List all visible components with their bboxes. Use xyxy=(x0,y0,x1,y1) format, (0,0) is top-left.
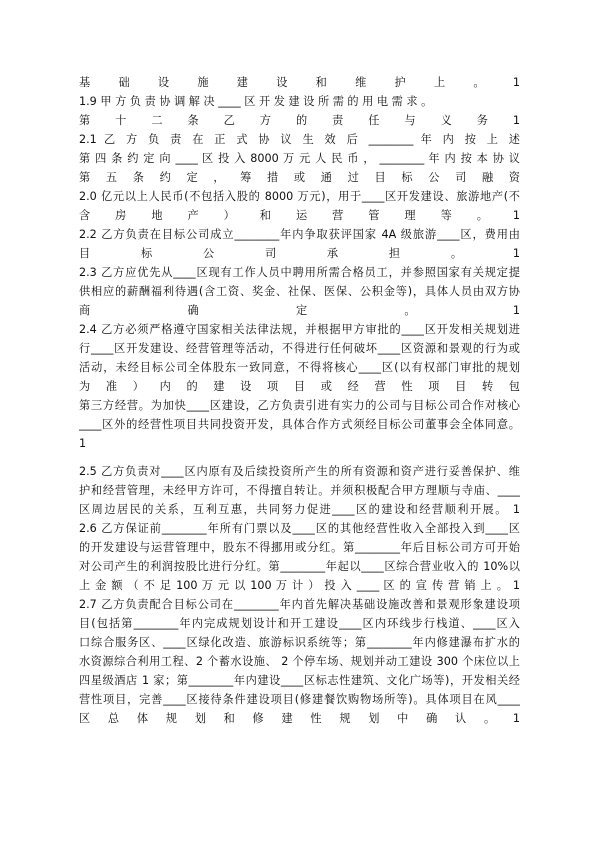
text-line: 2.0 亿元以上人民币(不包括入股的 8000 万元)，用于____区开发建设、旅游地产(不 xyxy=(79,190,520,203)
clause-1-9: 1.9 甲 方 负 责 协 调 解 决 ____ 区 开 发 建 设 所 需 的 用 电 需 求 。 xyxy=(79,95,433,108)
text-line: 商 确 定 。 1 xyxy=(79,304,520,317)
page-ref: 1 xyxy=(79,437,87,450)
text-line: 第三方经营。为加快____区建设，乙方负责引进有实力的公司与目标公司合作对核心 xyxy=(79,399,520,412)
text-line: 供相应的薪酬福利待遇(含工资、奖金、社保、医保、公积金等)，具体人员由双方协 xyxy=(79,285,520,298)
text-line: 口综合服务区、____区绿化改造、旅游标识系统等；第________年内修建瀑布扩水的 xyxy=(79,636,520,649)
clause-2-5: 2.5 乙方负责对____区内原有及后续投资所产生的所有资源和资产进行妥善保护、维 xyxy=(79,465,520,478)
clause-2-1: 2.1 乙 方 负 责 在 正 式 协 议 生 效 后 ________ 年 内 按 上 述 xyxy=(79,133,520,146)
clause-2-6: 2.6 乙方保证前________年所有门票以及____区的其他经营性收入全部投入到____区 xyxy=(79,522,520,535)
text-line: 为 准 ） 内 的 建 设 项 目 或 经 营 性 项 目 转 包 xyxy=(79,380,520,393)
text-line: 水资源综合利用工程、2 个蓄水设施、 2 个停车场、规划并动工建设 300 个床位以上 xyxy=(79,655,520,668)
text-line: 对公司产生的利润按股比进行分红。第________年起以____区综合营业收入的 10%以 xyxy=(79,560,520,573)
text-line: 上 金 额 （ 不 足 100 万 元 以 100 万 计 ） 投 入 ____ 区 的 宣 传 营 销 上 。 1 xyxy=(79,579,520,592)
text-line: 第 四 条 约 定 向 ____ 区 投 入 8000 万 元 人 民 币 ， ________ 年 内 按 本 协 议 xyxy=(79,152,520,165)
text-line: 区周边居民的关系，互利互惠，共同努力促进____区的建设和经营顺利开展。 1 xyxy=(79,503,520,516)
text-line: 行____区开发建设、经营管理等活动，不得进行任何破坏____区资源和景观的行为或 xyxy=(79,342,520,355)
clause-2-2: 2.2 乙方负责在目标公司成立________年内争取获评国家 4A 级旅游____区，费用由 xyxy=(79,228,520,241)
text-line: 活动，未经目标公司全体股东一致同意，不得将核心____区(以有权部门审批的规划 xyxy=(79,361,520,374)
text-line: 目(包括第________年内完成规划设计和开工建设____区内环线步行栈道、____区入 xyxy=(79,617,520,630)
text-line: 基 础 设 施 建 设 和 维 护 上 。 1 xyxy=(79,76,520,89)
article-12-heading: 第 十 二 条 乙 方 的 责 任 与 义 务 1 xyxy=(79,114,520,127)
text-line: 目 标 公 司 承 担 。 1 xyxy=(79,247,520,260)
text-line: 的开发建设与运营管理中，股东不得挪用或分红。第________年后目标公司方可开始 xyxy=(79,541,520,554)
text-line: 护和经营管理，未经甲方许可，不得擅自转让。并须积极配合甲方理顺与寺庙、____ xyxy=(79,484,520,497)
clause-2-3: 2.3 乙方应优先从____区现有工作人员中聘用所需合格员工，并参照国家有关规定提 xyxy=(79,266,520,279)
text-line: ____区外的经营性项目共同投资开发，具体合作方式须经目标公司董事会全体同意。 xyxy=(79,418,520,431)
text-line: 营性项目，完善____区接待条件建设项目(修建餐饮购物场所等)。具体项目在风____ xyxy=(79,693,520,706)
paragraph-gap xyxy=(79,453,520,462)
text-line: 区 总 体 规 划 和 修 建 性 规 划 中 确 认 。 1 xyxy=(79,712,520,725)
clause-2-7: 2.7 乙方负责配合目标公司在________年内首先解决基础设施改善和景观形象建设项 xyxy=(79,598,520,611)
text-line: 第 五 条 约 定 ， 筹 措 或 通 过 目 标 公 司 融 资 xyxy=(79,171,520,184)
clause-2-4: 2.4 乙方必须严格遵守国家相关法律法规，并根据甲方审批的____区开发相关规划进 xyxy=(79,323,520,336)
text-line: 四星级酒店 1 家；第________年内建设____区标志性建筑、文化广场等)，开发相关经 xyxy=(79,674,520,687)
document-page xyxy=(79,73,520,728)
text-line: 含 房 地 产 ） 和 运 营 管 理 等 。 1 xyxy=(79,209,520,222)
